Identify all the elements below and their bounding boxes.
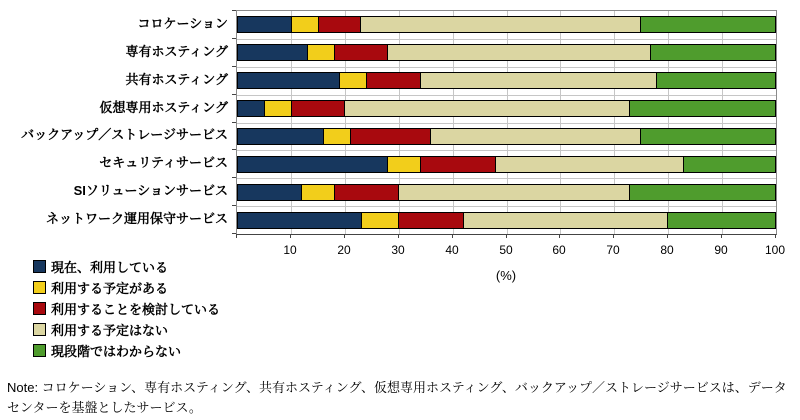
bar-segment [265, 101, 292, 116]
x-axis-tick [721, 234, 722, 238]
y-axis-tick [232, 94, 236, 95]
x-axis-tick-label: 20 [337, 243, 351, 257]
category-label: SIソリューションサービス [73, 183, 228, 198]
x-axis-tick-label: 40 [445, 243, 459, 257]
gridline-horizontal [237, 95, 776, 96]
bar-segment [668, 213, 775, 228]
legend-item [33, 340, 220, 361]
bar-segment [238, 17, 292, 32]
bar-segment [319, 17, 362, 32]
gridline-horizontal [237, 67, 776, 68]
y-axis-tick [232, 38, 236, 39]
bar-segment [238, 213, 362, 228]
bar-segment [238, 185, 302, 200]
x-axis-tick [290, 234, 291, 238]
bar-segment [362, 213, 400, 228]
bar-segment [340, 73, 367, 88]
bar-segment [399, 213, 463, 228]
bar-segment [641, 17, 775, 32]
gridline-horizontal [237, 206, 776, 207]
category-label: ネットワーク運用保守サービス [45, 211, 228, 226]
x-axis-tick [775, 234, 776, 238]
bar-segment [684, 157, 775, 172]
y-axis-tick [232, 177, 236, 178]
bar-segment [630, 185, 775, 200]
bar-row-1 [237, 16, 776, 33]
gridline-horizontal [237, 39, 776, 40]
bar-segment [238, 129, 324, 144]
legend-item [33, 277, 220, 298]
bar-segment [302, 185, 334, 200]
x-axis-tick [667, 234, 668, 238]
bar-row-7 [237, 184, 776, 201]
x-axis-tick-label: 30 [391, 243, 405, 257]
legend-swatch [33, 344, 46, 357]
x-axis-tick [613, 234, 614, 238]
x-axis-tick [344, 234, 345, 238]
legend-item [33, 256, 220, 277]
bar-segment [308, 45, 335, 60]
category-label: セキュリティサービス [99, 155, 228, 170]
bar-row-3 [237, 72, 776, 89]
bar-segment [335, 45, 389, 60]
legend-label: 現段階ではわからない [51, 344, 182, 359]
bar-segment [361, 17, 640, 32]
bar-segment [238, 157, 388, 172]
legend-swatch [33, 260, 46, 273]
legend [33, 256, 220, 361]
plot-area [236, 10, 777, 235]
y-axis-tick [232, 149, 236, 150]
bar-segment [421, 157, 496, 172]
legend-item [33, 319, 220, 340]
legend-label: 利用する予定はない [51, 323, 169, 338]
bar-segment [388, 45, 651, 60]
category-label: 仮想専用ホスティング [99, 100, 228, 115]
bar-segment [388, 157, 420, 172]
legend-swatch [33, 281, 46, 294]
x-axis-tick [559, 234, 560, 238]
bar-segment [324, 129, 351, 144]
x-axis-tick [506, 234, 507, 238]
legend-label: 利用することを検討している [51, 302, 221, 317]
legend-swatch [33, 302, 46, 315]
bar-segment [351, 129, 432, 144]
gridline-horizontal [237, 178, 776, 179]
x-axis-tick-label: 70 [606, 243, 620, 257]
y-axis-tick [232, 10, 236, 11]
category-label: 共有ホスティング [125, 72, 228, 87]
bar-segment [657, 73, 775, 88]
bar-row-8 [237, 212, 776, 229]
bar-row-4 [237, 100, 776, 117]
x-axis-tick [452, 234, 453, 238]
legend-label: 現在、利用している [51, 260, 169, 275]
category-label: バックアップ／ストレージサービス [21, 127, 228, 142]
x-axis-tick-label: 50 [499, 243, 513, 257]
bar-segment [651, 45, 775, 60]
bar-segment [641, 129, 775, 144]
legend-item [33, 298, 220, 319]
y-axis-tick [232, 205, 236, 206]
bar-segment [345, 101, 630, 116]
gridline-horizontal [237, 150, 776, 151]
bar-segment [238, 45, 308, 60]
x-axis-tick-label: 90 [714, 243, 728, 257]
category-label: 専有ホスティング [125, 44, 228, 59]
x-axis-tick-label: 100 [764, 243, 786, 257]
bar-segment [421, 73, 657, 88]
x-axis-unit-label: (%) [495, 268, 517, 283]
bar-segment [399, 185, 630, 200]
x-axis-tick-label: 80 [660, 243, 674, 257]
bar-segment [335, 185, 399, 200]
bar-segment [292, 17, 319, 32]
bar-segment [292, 101, 346, 116]
bar-segment [496, 157, 684, 172]
x-axis-tick [236, 234, 237, 238]
x-axis-tick-label: 10 [283, 243, 297, 257]
x-axis-tick-label: 60 [552, 243, 566, 257]
bar-segment [367, 73, 421, 88]
bar-row-5 [237, 128, 776, 145]
y-axis-tick [232, 66, 236, 67]
bar-row-6 [237, 156, 776, 173]
bar-segment [464, 213, 668, 228]
y-axis-tick [232, 233, 236, 234]
bar-segment [431, 129, 640, 144]
note-text: Note: コロケーション、専有ホスティング、共有ホスティング、仮想専用ホスティング、バックアップ／ストレージサービスは、データセンターを基盤としたサービス。 [7, 380, 787, 415]
x-axis-tick [398, 234, 399, 238]
legend-swatch [33, 323, 46, 336]
gridline-horizontal [237, 123, 776, 124]
legend-label: 利用する予定がある [51, 281, 169, 296]
bar-segment [630, 101, 775, 116]
bar-segment [238, 73, 340, 88]
category-label: コロケーション [137, 16, 228, 31]
y-axis-tick [232, 122, 236, 123]
bar-segment [238, 101, 265, 116]
bar-row-2 [237, 44, 776, 61]
